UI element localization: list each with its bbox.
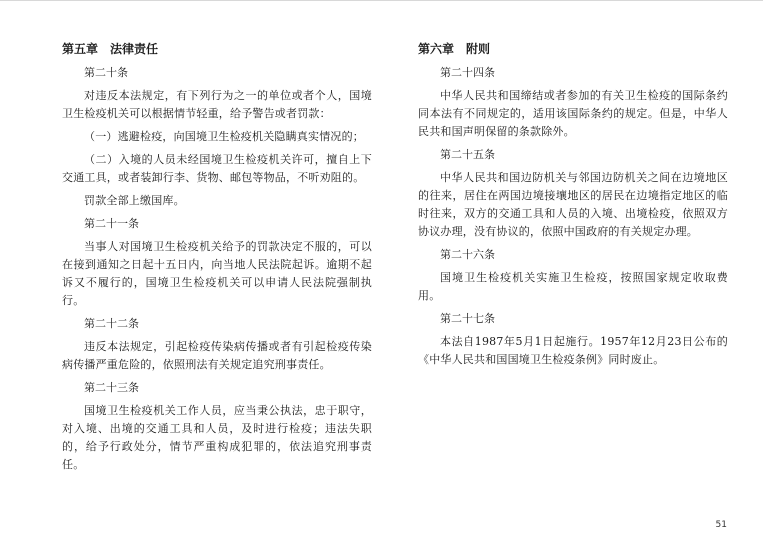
article-paragraph: 对违反本法规定，有下列行为之一的单位或者个人，国境卫生检疫机关可以根据情节轻重，给予警告或者罚款：	[62, 89, 372, 120]
article-paragraph: 罚款全部上缴国库。	[84, 194, 185, 207]
article-heading: 第二十五条	[440, 148, 495, 161]
left-column	[62, 40, 372, 479]
chapter-title: 第六章 附则	[418, 42, 491, 56]
article-heading: 第二十七条	[440, 312, 495, 325]
article-paragraph: 违反本法规定，引起检疫传染病传播或者有引起检疫传染病传播严重危险的，依照刑法有关规定追究刑事责任。	[62, 340, 372, 371]
article-paragraph: （二）入境的人员未经国境卫生检疫机关许可，擅自上下交通工具，或者装卸行李、货物、邮包等物品，不听劝阻的。	[62, 153, 372, 184]
article-paragraph: 国境卫生检疫机关实施卫生检疫，按照国家规定收取费用。	[418, 271, 728, 302]
right-column-body	[418, 64, 728, 369]
article-heading: 第二十六条	[440, 248, 495, 261]
left-column-body	[62, 64, 372, 474]
article-paragraph: 中华人民共和国缔结或者参加的有关卫生检疫的国际条约同本法有不同规定的，适用该国际条约的规定。但是，中华人民共和国声明保留的条款除外。	[418, 89, 728, 138]
article-heading: 第二十三条	[84, 381, 139, 394]
page-number: 51	[715, 520, 727, 530]
chapter-title: 第五章 法律责任	[62, 42, 159, 56]
top-border-line	[0, 0, 763, 1]
right-column	[418, 40, 728, 374]
article-paragraph: 国境卫生检疫机关工作人员，应当秉公执法，忠于职守，对入境、出境的交通工具和人员，及时进行检疫；违法失职的，给予行政处分，情节严重构成犯罪的，依法追究刑事责任。	[62, 404, 372, 471]
article-heading: 第二十四条	[440, 66, 495, 79]
article-paragraph: （一）逃避检疫，向国境卫生检疫机关隐瞒真实情况的；	[84, 130, 364, 143]
article-heading: 第二十二条	[84, 317, 139, 330]
article-paragraph: 当事人对国境卫生检疫机关给予的罚款决定不服的，可以在接到通知之日起十五日内，向当地人民法院起诉。逾期不起诉又不履行的，国境卫生检疫机关可以申请人民法院强制执行。	[62, 240, 372, 307]
article-paragraph: 中华人民共和国边防机关与邻国边防机关之间在边境地区的往来，居住在两国边境接壤地区的居民在边境指定地区的临时往来，双方的交通工具和人员的入境、出境检疫，依照双方协议办理，没有协议的，依照中国政府的有关规定办理。	[418, 171, 728, 238]
article-heading: 第二十一条	[84, 217, 139, 230]
article-heading: 第二十条	[84, 66, 128, 79]
article-paragraph: 本法自1987年5月1日起施行。1957年12月23日公布的《中华人民共和国国境卫生检疫条例》同时废止。	[418, 335, 728, 366]
